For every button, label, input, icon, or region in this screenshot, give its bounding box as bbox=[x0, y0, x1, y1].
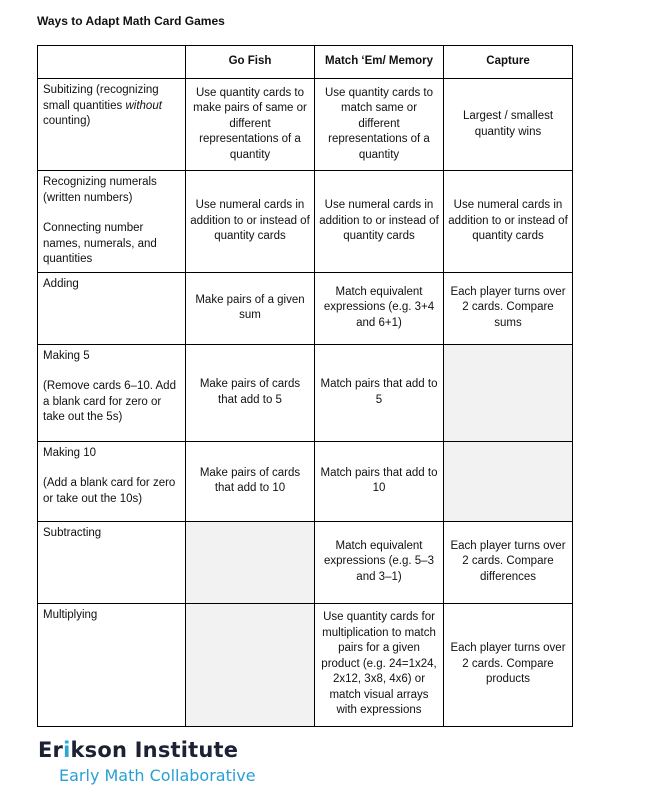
logo-name-part: Er bbox=[38, 738, 64, 762]
table-row bbox=[38, 603, 573, 726]
table-row bbox=[38, 521, 573, 603]
go-fish-cell: Make pairs of cards that add to 5 bbox=[186, 344, 315, 441]
erikson-institute-logo bbox=[38, 738, 256, 785]
skill-line: Connecting number names, numerals, and quantities bbox=[43, 222, 157, 265]
match-cell: Match equivalent expressions (e.g. 5–3 and 3–1) bbox=[315, 521, 444, 603]
match-cell: Use quantity cards for multiplication to match pairs for a given product (e.g. 24=1x24, 2x12, 3x8, 4x6) or match visual arrays with expressions bbox=[315, 603, 444, 726]
capture-cell-empty bbox=[444, 441, 573, 521]
match-cell: Match pairs that add to 10 bbox=[315, 441, 444, 521]
skill-line: (Remove cards 6–10. Add a blank card for zero or take out the 5s) bbox=[43, 380, 176, 423]
skill-line: (Add a blank card for zero or take out the 10s) bbox=[43, 477, 176, 505]
skill-cell-subtracting: Subtracting bbox=[38, 521, 186, 603]
table-row bbox=[38, 344, 573, 441]
logo-name-accent: i bbox=[63, 738, 71, 762]
skill-line: Making 5 bbox=[43, 349, 90, 362]
skill-cell-adding: Adding bbox=[38, 272, 186, 344]
skill-line: Making 10 bbox=[43, 446, 97, 459]
go-fish-cell: Make pairs of cards that add to 10 bbox=[186, 441, 315, 521]
header-go-fish: Go Fish bbox=[186, 46, 315, 79]
capture-cell: Each player turns over 2 cards. Compare sums bbox=[444, 272, 573, 344]
capture-cell: Each player turns over 2 cards. Compare differences bbox=[444, 521, 573, 603]
match-cell: Match pairs that add to 5 bbox=[315, 344, 444, 441]
skill-line: Recognizing numerals (written numbers) bbox=[43, 176, 157, 204]
skill-cell-making-10 bbox=[38, 441, 186, 521]
document-title: Ways to Adapt Math Card Games bbox=[37, 14, 225, 28]
header-cell-blank bbox=[38, 46, 186, 79]
table-row bbox=[38, 171, 573, 273]
skill-cell-multiplying: Multiplying bbox=[38, 603, 186, 726]
header-match-em-memory: Match ‘Em/ Memory bbox=[315, 46, 444, 79]
match-cell: Use numeral cards in addition to or instead of quantity cards bbox=[315, 171, 444, 273]
capture-cell: Use numeral cards in addition to or instead of quantity cards bbox=[444, 171, 573, 273]
logo-subtitle: Early Math Collaborative bbox=[59, 766, 256, 785]
skill-text: Subitizing (recognizing small quantities bbox=[43, 84, 159, 112]
capture-cell-empty bbox=[444, 344, 573, 441]
capture-cell: Each player turns over 2 cards. Compare products bbox=[444, 603, 573, 726]
skill-emphasis: without bbox=[125, 99, 162, 112]
capture-cell: Largest / smallest quantity wins bbox=[444, 79, 573, 171]
logo-name bbox=[38, 738, 256, 762]
match-cell: Match equivalent expressions (e.g. 3+4 and 6+1) bbox=[315, 272, 444, 344]
go-fish-cell: Make pairs of a given sum bbox=[186, 272, 315, 344]
skill-cell-numerals bbox=[38, 171, 186, 273]
header-capture: Capture bbox=[444, 46, 573, 79]
table-row bbox=[38, 441, 573, 521]
go-fish-cell-empty bbox=[186, 603, 315, 726]
go-fish-cell: Use quantity cards to make pairs of same or different representations of a quantity bbox=[186, 79, 315, 171]
table-row bbox=[38, 79, 573, 171]
skill-cell-subitizing bbox=[38, 79, 186, 171]
header-row bbox=[38, 46, 573, 79]
go-fish-cell: Use numeral cards in addition to or instead of quantity cards bbox=[186, 171, 315, 273]
go-fish-cell-empty bbox=[186, 521, 315, 603]
adaptations-table bbox=[37, 45, 573, 727]
skill-cell-making-5 bbox=[38, 344, 186, 441]
match-cell: Use quantity cards to match same or different representations of a quantity bbox=[315, 79, 444, 171]
logo-name-part: kson Institute bbox=[70, 738, 239, 762]
skill-text: counting) bbox=[43, 115, 91, 127]
table-row bbox=[38, 272, 573, 344]
